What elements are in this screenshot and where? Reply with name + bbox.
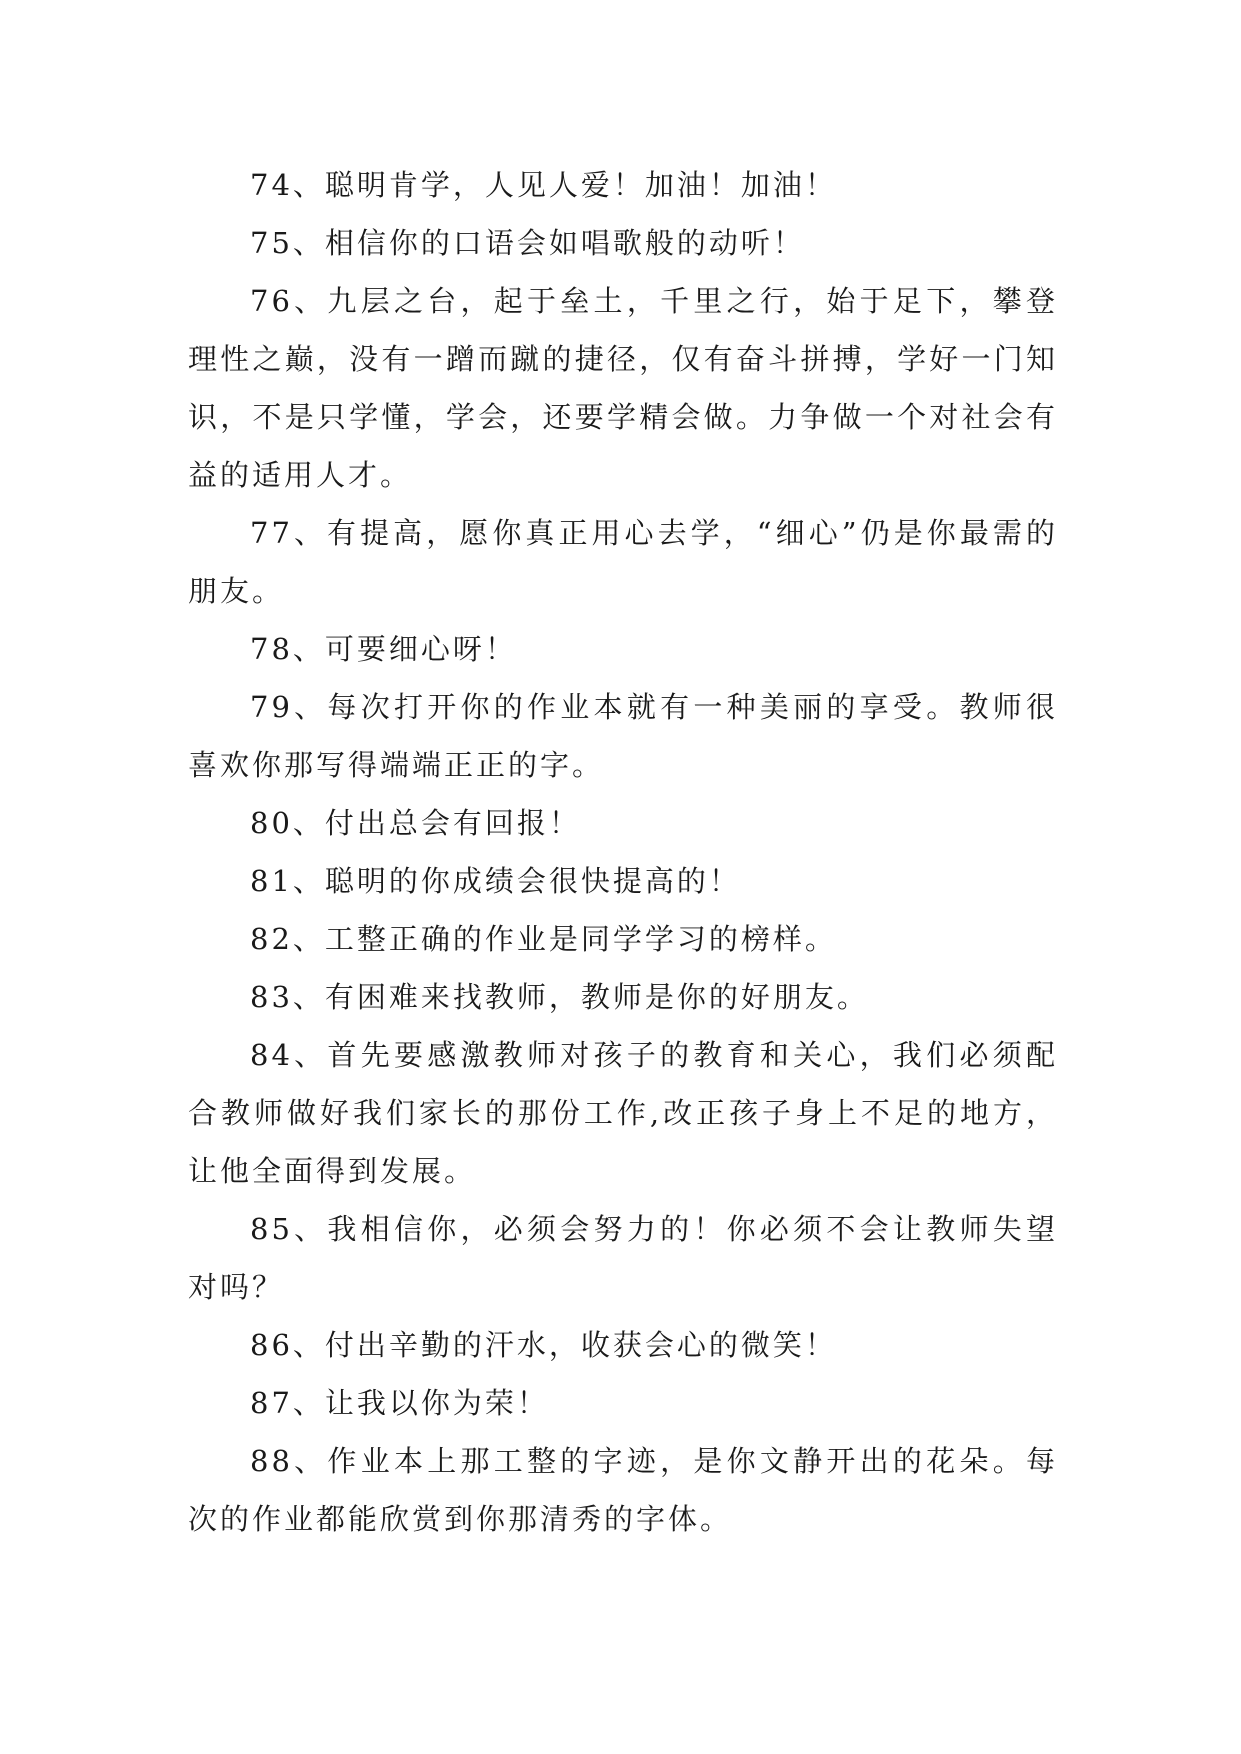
paragraph-80: 80、付出总会有回报！ <box>250 806 581 840</box>
paragraph-77: 77、有提高，愿你真正用心去学，“细心”仍是你最需的朋友。 <box>188 516 1058 608</box>
paragraph-81: 81、聪明的你成绩会很快提高的！ <box>250 864 741 898</box>
paragraph-75: 75、相信你的口语会如唱歌般的动听！ <box>250 226 805 260</box>
paragraph-74: 74、聪明肯学，人见人爱！加油！加油！ <box>250 168 837 202</box>
paragraph-87: 87、让我以你为荣！ <box>250 1386 549 1420</box>
paragraph-88: 88、作业本上那工整的字迹，是你文静开出的花朵。每次的作业都能欣赏到你那清秀的字体。 <box>188 1444 1058 1536</box>
paragraph-83: 83、有困难来找教师，教师是你的好朋友。 <box>250 980 869 1014</box>
paragraph-76: 76、九层之台，起于垒土，千里之行，始于足下，攀登理性之巅，没有一蹭而蹴的捷径，仅有奋斗拼搏，学好一门知识，不是只学懂，学会，还要学精会做。力争做一个对社会有益的适用人才。 <box>188 284 1058 492</box>
paragraph-79: 79、每次打开你的作业本就有一种美丽的享受。教师很喜欢你那写得端端正正的字。 <box>188 690 1058 782</box>
paragraph-78: 78、可要细心呀！ <box>250 632 517 666</box>
document-body <box>188 156 1058 1548</box>
paragraph-82: 82、工整正确的作业是同学学习的榜样。 <box>250 922 837 956</box>
paragraph-84: 84、首先要感激教师对孩子的教育和关心，我们必须配合教师做好我们家长的那份工作,改正孩子身上不足的地方，让他全面得到发展。 <box>188 1038 1058 1188</box>
paragraph-86: 86、付出辛勤的汗水，收获会心的微笑！ <box>250 1328 837 1362</box>
paragraph-85: 85、我相信你，必须会努力的！你必须不会让教师失望对吗？ <box>188 1212 1058 1304</box>
